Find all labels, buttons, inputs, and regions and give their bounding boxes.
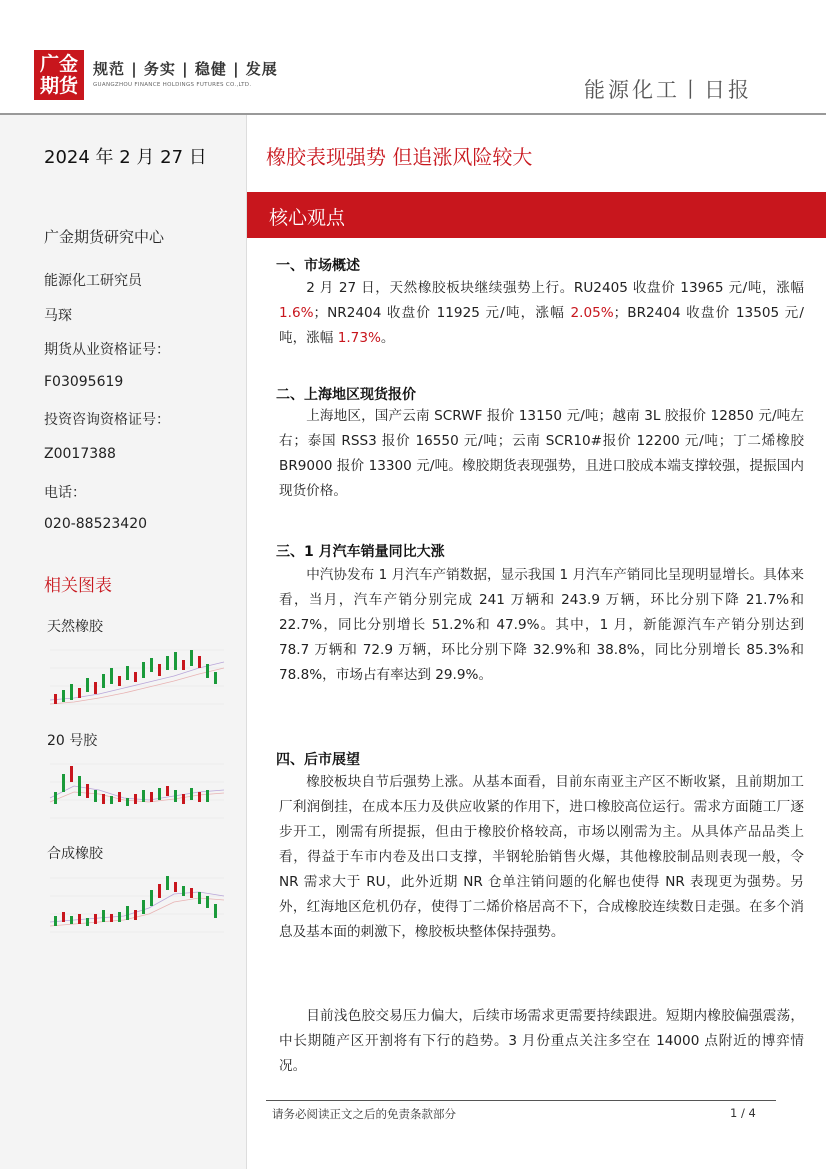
footer-divider — [266, 1100, 776, 1101]
report-type: 能源化工丨日报 — [584, 78, 752, 102]
license-number: F03095619 — [44, 374, 124, 390]
report-headline: 橡胶表现强势 但追涨风险较大 — [266, 145, 533, 169]
logo-text-line2: 期货 — [39, 75, 78, 97]
section-title-auto-sales: 三、1 月汽车销量同比大涨 — [276, 544, 445, 560]
chart-label-synthetic-rubber: 合成橡胶 — [47, 846, 103, 862]
related-charts-title: 相关图表 — [44, 576, 112, 596]
core-view-title: 核心观点 — [269, 207, 346, 229]
section-body-auto-sales: 中汽协发布 1 月汽车产销数据，显示我国 1 月汽车产销同比呈现明显增长。具体来看，当月，汽车产销分别完成 241 万辆和 243.9 万辆，环比分别下降 21.7%和 22.7%，同比分别增长 51.2%和 47.9%。其中，1 月，新能源汽车产销分别达到 78.7 万辆和 72.9 万辆，环比分别下降 32.9%和 38.8%，同比分别增长 85.3%和 78.8%，市场占有率达到 29.9%。 — [279, 567, 804, 683]
analyst-name: 马琛 — [44, 308, 72, 324]
pct-change-br: 1.73% — [337, 330, 381, 346]
section-body-market-overview: 2 月 27 日，天然橡胶板块继续强势上行。RU2405 收盘价 13965 元/吨，涨幅 1.6%；NR2404 收盘价 11925 元/吨，涨幅 2.05%；BR2404 收盘价 13505 元/吨，涨幅 1.73%。 — [279, 280, 804, 346]
phone-label: 电话： — [44, 485, 86, 501]
company-name-en: GUANGZHOU FINANCE HOLDINGS FUTURES CO.,LTD. — [93, 82, 252, 88]
department: 能源化工研究员 — [44, 273, 142, 289]
phone-number: 020-88523420 — [44, 516, 148, 532]
section-body-outlook: 橡胶板块自节后强势上涨。从基本面看，目前东南亚主产区不断收紧，且前期加工厂利润倒挂，在成本压力及供应收紧的作用下，进口橡胶高位运行。需求方面随工厂逐步开工，刚需有所提振，但由于橡胶价格较高，市场以刚需为主。从具体产品品类上看，得益于车市内卷及出口支撑，半钢轮胎销售火爆，其他橡胶制品则表现一般，令 NR 需求大于 RU，此外近期 NR 仓单注销问题的化解也使得 NR 表现更为强势。另外，红海地区危机仍存，使得丁二烯价格居高不下，合成橡胶连续数日走强。在多个消息及基本面的刺激下，橡胶板块整体保持强势。 — [279, 774, 804, 940]
section-body-outlook-2: 目前浅色胶交易压力偏大，后续市场需求更需要持续跟进。短期内橡胶偏强震荡，中长期随产区开割将有下行的趋势。3 月份重点关注多空在 14000 点附近的博弈情况。 — [279, 1008, 804, 1074]
section-title-outlook: 四、后市展望 — [276, 752, 360, 768]
consult-label: 投资咨询资格证号： — [44, 412, 170, 428]
logo-text-line1: 广金 — [39, 53, 78, 75]
footer-disclaimer: 请务必阅读正文之后的免责条款部分 — [272, 1107, 456, 1121]
chart-label-natural-rubber: 天然橡胶 — [47, 619, 103, 635]
column-divider — [246, 115, 247, 1169]
page-number: 1 / 4 — [730, 1106, 756, 1120]
section-body-spot-quotes: 上海地区，国产云南 SCRWF 报价 13150 元/吨；越南 3L 胶报价 12850 元/吨左右；泰国 RSS3 报价 16550 元/吨；云南 SCR10#报价 12200 元/吨；丁二烯橡胶 BR9000 报价 13300 元/吨。橡胶期货表现强势，且进口胶成本端支撑较强，提振国内现货价格。 — [279, 408, 804, 499]
core-view-banner — [247, 192, 826, 238]
report-date: 2024 年 2 月 27 日 — [44, 147, 207, 168]
section-title-spot-quotes: 二、上海地区现货报价 — [276, 387, 416, 403]
section-title-market-overview: 一、市场概述 — [276, 258, 360, 274]
chart-label-tsr20: 20 号胶 — [47, 733, 98, 749]
chart-thumbnail-tsr20 — [44, 752, 230, 838]
company-slogan: 规范 | 务实 | 稳健 | 发展 — [93, 60, 278, 78]
research-center: 广金期货研究中心 — [44, 228, 165, 246]
pct-change-ru: 1.6% — [279, 305, 314, 321]
company-logo — [34, 50, 84, 100]
license-label: 期货从业资格证号： — [44, 342, 170, 358]
chart-thumbnail-synthetic-rubber — [44, 866, 230, 952]
consult-number: Z0017388 — [44, 446, 116, 462]
chart-thumbnail-natural-rubber — [44, 638, 230, 724]
pct-change-nr: 2.05% — [570, 305, 614, 321]
